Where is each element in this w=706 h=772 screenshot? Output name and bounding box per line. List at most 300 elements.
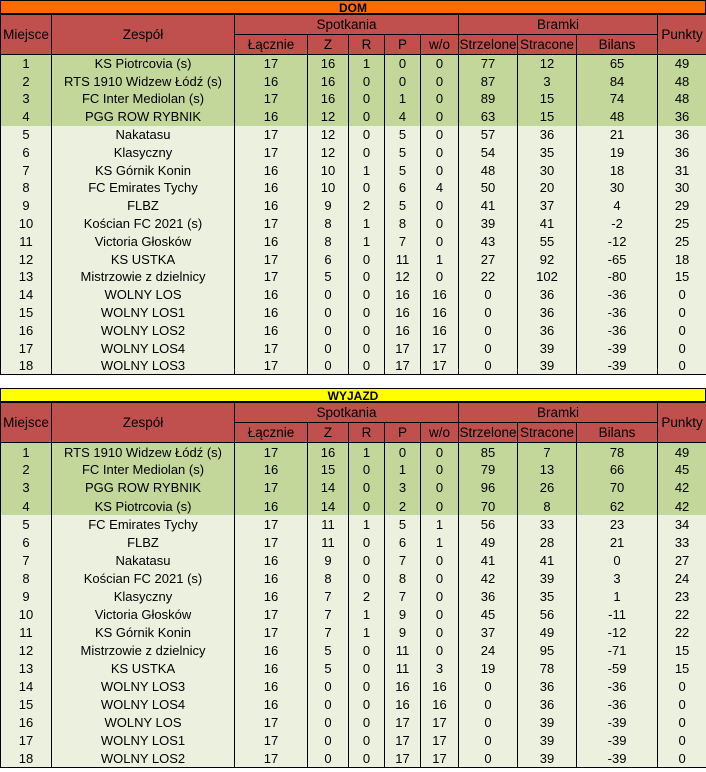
cell-points: 15 bbox=[658, 268, 706, 286]
cell-draws: 0 bbox=[349, 750, 385, 768]
cell-goal-balance: -2 bbox=[577, 215, 658, 233]
cell-goal-balance: -39 bbox=[577, 732, 658, 750]
table-body-wyjazd bbox=[1, 443, 706, 768]
cell-points: 0 bbox=[658, 714, 706, 732]
cell-goal-balance: -71 bbox=[577, 641, 658, 659]
cell-walkover: 1 bbox=[421, 250, 459, 268]
cell-goals-for: 42 bbox=[459, 569, 518, 587]
cell-total: 16 bbox=[235, 72, 308, 90]
cell-total: 16 bbox=[235, 497, 308, 515]
col-header-goals-for: Strzelone bbox=[459, 35, 518, 55]
cell-losses: 17 bbox=[385, 339, 421, 357]
cell-losses: 1 bbox=[385, 90, 421, 108]
cell-goal-balance: -36 bbox=[577, 321, 658, 339]
standings-table-wyjazd bbox=[0, 402, 706, 768]
table-row bbox=[1, 605, 706, 623]
cell-walkover: 0 bbox=[421, 55, 459, 73]
cell-wins: 0 bbox=[308, 677, 349, 695]
cell-place: 5 bbox=[1, 515, 52, 533]
cell-goals-for: 70 bbox=[459, 497, 518, 515]
cell-goal-balance: -36 bbox=[577, 304, 658, 322]
cell-place: 4 bbox=[1, 108, 52, 126]
table-row bbox=[1, 55, 706, 73]
cell-goals-against: 95 bbox=[518, 641, 577, 659]
cell-wins: 0 bbox=[308, 714, 349, 732]
cell-goals-for: 24 bbox=[459, 641, 518, 659]
cell-place: 13 bbox=[1, 268, 52, 286]
cell-total: 17 bbox=[235, 268, 308, 286]
cell-wins: 9 bbox=[308, 551, 349, 569]
cell-team: WOLNY LOS1 bbox=[52, 732, 235, 750]
cell-total: 16 bbox=[235, 659, 308, 677]
cell-losses: 16 bbox=[385, 304, 421, 322]
cell-points: 0 bbox=[658, 304, 706, 322]
cell-goals-against: 35 bbox=[518, 587, 577, 605]
table-row bbox=[1, 533, 706, 551]
cell-walkover: 0 bbox=[421, 90, 459, 108]
cell-draws: 0 bbox=[349, 286, 385, 304]
cell-draws: 1 bbox=[349, 161, 385, 179]
cell-goals-against: 39 bbox=[518, 569, 577, 587]
cell-draws: 0 bbox=[349, 357, 385, 375]
cell-total: 16 bbox=[235, 232, 308, 250]
cell-goals-against: 36 bbox=[518, 286, 577, 304]
cell-place: 9 bbox=[1, 197, 52, 215]
cell-walkover: 16 bbox=[421, 286, 459, 304]
cell-goals-for: 89 bbox=[459, 90, 518, 108]
cell-goals-against: 28 bbox=[518, 533, 577, 551]
cell-walkover: 17 bbox=[421, 339, 459, 357]
cell-losses: 16 bbox=[385, 677, 421, 695]
cell-points: 27 bbox=[658, 551, 706, 569]
cell-draws: 0 bbox=[349, 479, 385, 497]
cell-wins: 14 bbox=[308, 479, 349, 497]
cell-goal-balance: -65 bbox=[577, 250, 658, 268]
cell-walkover: 0 bbox=[421, 479, 459, 497]
table-body-dom bbox=[1, 55, 706, 375]
cell-wins: 0 bbox=[308, 286, 349, 304]
cell-team: WOLNY LOS4 bbox=[52, 339, 235, 357]
cell-goal-balance: 4 bbox=[577, 197, 658, 215]
cell-wins: 9 bbox=[308, 197, 349, 215]
cell-place: 14 bbox=[1, 286, 52, 304]
cell-losses: 16 bbox=[385, 286, 421, 304]
cell-team: Kościan FC 2021 (s) bbox=[52, 215, 235, 233]
table-row bbox=[1, 321, 706, 339]
cell-draws: 1 bbox=[349, 215, 385, 233]
cell-total: 17 bbox=[235, 126, 308, 144]
cell-total: 17 bbox=[235, 479, 308, 497]
col-header-points: Punkty bbox=[658, 403, 706, 443]
cell-points: 42 bbox=[658, 479, 706, 497]
cell-draws: 2 bbox=[349, 197, 385, 215]
cell-goal-balance: -39 bbox=[577, 339, 658, 357]
cell-team: Victoria Głosków bbox=[52, 605, 235, 623]
cell-team: WOLNY LOS bbox=[52, 714, 235, 732]
cell-walkover: 0 bbox=[421, 461, 459, 479]
cell-wins: 16 bbox=[308, 55, 349, 73]
cell-goals-against: 26 bbox=[518, 479, 577, 497]
table-row bbox=[1, 479, 706, 497]
cell-walkover: 3 bbox=[421, 659, 459, 677]
cell-losses: 17 bbox=[385, 714, 421, 732]
cell-goals-against: 30 bbox=[518, 161, 577, 179]
cell-wins: 11 bbox=[308, 515, 349, 533]
table-row bbox=[1, 641, 706, 659]
table-row bbox=[1, 108, 706, 126]
cell-draws: 0 bbox=[349, 641, 385, 659]
cell-wins: 5 bbox=[308, 268, 349, 286]
cell-draws: 0 bbox=[349, 108, 385, 126]
cell-goal-balance: -39 bbox=[577, 750, 658, 768]
wyjazd-table-title: WYJAZD bbox=[0, 388, 706, 402]
cell-goals-against: 55 bbox=[518, 232, 577, 250]
cell-draws: 0 bbox=[349, 179, 385, 197]
cell-losses: 11 bbox=[385, 641, 421, 659]
cell-walkover: 0 bbox=[421, 605, 459, 623]
cell-walkover: 0 bbox=[421, 232, 459, 250]
cell-goals-against: 3 bbox=[518, 72, 577, 90]
cell-wins: 8 bbox=[308, 569, 349, 587]
cell-draws: 0 bbox=[349, 321, 385, 339]
table-row bbox=[1, 696, 706, 714]
cell-points: 0 bbox=[658, 696, 706, 714]
cell-goal-balance: 3 bbox=[577, 569, 658, 587]
cell-goal-balance: 21 bbox=[577, 533, 658, 551]
cell-wins: 10 bbox=[308, 179, 349, 197]
cell-team: FLBZ bbox=[52, 197, 235, 215]
cell-goal-balance: 78 bbox=[577, 443, 658, 461]
cell-total: 16 bbox=[235, 286, 308, 304]
cell-losses: 11 bbox=[385, 250, 421, 268]
cell-goals-for: 77 bbox=[459, 55, 518, 73]
cell-wins: 16 bbox=[308, 72, 349, 90]
cell-points: 49 bbox=[658, 443, 706, 461]
cell-draws: 0 bbox=[349, 551, 385, 569]
cell-losses: 9 bbox=[385, 605, 421, 623]
table-row bbox=[1, 659, 706, 677]
cell-goals-against: 8 bbox=[518, 497, 577, 515]
table-row bbox=[1, 551, 706, 569]
cell-total: 16 bbox=[235, 108, 308, 126]
cell-wins: 12 bbox=[308, 108, 349, 126]
table-row bbox=[1, 90, 706, 108]
col-header-points: Punkty bbox=[658, 15, 706, 55]
cell-losses: 5 bbox=[385, 161, 421, 179]
table-row bbox=[1, 126, 706, 144]
cell-goal-balance: 74 bbox=[577, 90, 658, 108]
table-row bbox=[1, 587, 706, 605]
col-header-wins: Z bbox=[308, 423, 349, 443]
cell-wins: 0 bbox=[308, 732, 349, 750]
cell-points: 49 bbox=[658, 55, 706, 73]
table-row bbox=[1, 143, 706, 161]
cell-goals-against: 39 bbox=[518, 714, 577, 732]
cell-goals-for: 54 bbox=[459, 143, 518, 161]
cell-losses: 5 bbox=[385, 515, 421, 533]
cell-goals-against: 12 bbox=[518, 55, 577, 73]
cell-walkover: 0 bbox=[421, 641, 459, 659]
cell-points: 0 bbox=[658, 339, 706, 357]
cell-points: 0 bbox=[658, 286, 706, 304]
cell-goals-for: 0 bbox=[459, 696, 518, 714]
col-header-draws: R bbox=[349, 35, 385, 55]
cell-wins: 16 bbox=[308, 90, 349, 108]
cell-total: 17 bbox=[235, 90, 308, 108]
table-row bbox=[1, 497, 706, 515]
cell-losses: 12 bbox=[385, 268, 421, 286]
cell-place: 18 bbox=[1, 357, 52, 375]
cell-total: 16 bbox=[235, 551, 308, 569]
cell-goals-for: 87 bbox=[459, 72, 518, 90]
cell-losses: 7 bbox=[385, 551, 421, 569]
cell-draws: 0 bbox=[349, 714, 385, 732]
cell-points: 0 bbox=[658, 732, 706, 750]
cell-place: 3 bbox=[1, 479, 52, 497]
cell-draws: 1 bbox=[349, 605, 385, 623]
cell-goals-against: 7 bbox=[518, 443, 577, 461]
cell-goals-for: 96 bbox=[459, 479, 518, 497]
cell-goals-against: 36 bbox=[518, 304, 577, 322]
cell-team: RTS 1910 Widzew Łódź (s) bbox=[52, 443, 235, 461]
cell-losses: 16 bbox=[385, 321, 421, 339]
cell-goals-for: 56 bbox=[459, 515, 518, 533]
cell-goal-balance: 1 bbox=[577, 587, 658, 605]
cell-wins: 14 bbox=[308, 497, 349, 515]
cell-points: 24 bbox=[658, 569, 706, 587]
cell-goals-against: 15 bbox=[518, 90, 577, 108]
cell-goals-for: 49 bbox=[459, 533, 518, 551]
cell-draws: 1 bbox=[349, 623, 385, 641]
cell-goal-balance: -36 bbox=[577, 286, 658, 304]
cell-goal-balance: -11 bbox=[577, 605, 658, 623]
col-header-goals-against: Stracone bbox=[518, 35, 577, 55]
cell-team: WOLNY LOS4 bbox=[52, 696, 235, 714]
cell-total: 17 bbox=[235, 623, 308, 641]
cell-points: 36 bbox=[658, 108, 706, 126]
tables-gap bbox=[0, 375, 706, 388]
cell-total: 17 bbox=[235, 250, 308, 268]
cell-goals-against: 39 bbox=[518, 732, 577, 750]
cell-place: 4 bbox=[1, 497, 52, 515]
cell-wins: 0 bbox=[308, 304, 349, 322]
cell-walkover: 0 bbox=[421, 551, 459, 569]
cell-points: 36 bbox=[658, 126, 706, 144]
cell-walkover: 0 bbox=[421, 108, 459, 126]
cell-walkover: 0 bbox=[421, 497, 459, 515]
cell-team: Mistrzowie z dzielnicy bbox=[52, 268, 235, 286]
cell-goal-balance: 48 bbox=[577, 108, 658, 126]
cell-points: 48 bbox=[658, 72, 706, 90]
cell-points: 0 bbox=[658, 750, 706, 768]
cell-goals-for: 0 bbox=[459, 321, 518, 339]
cell-points: 22 bbox=[658, 623, 706, 641]
cell-losses: 1 bbox=[385, 461, 421, 479]
cell-losses: 17 bbox=[385, 732, 421, 750]
cell-place: 16 bbox=[1, 714, 52, 732]
cell-walkover: 0 bbox=[421, 215, 459, 233]
cell-total: 17 bbox=[235, 443, 308, 461]
cell-wins: 0 bbox=[308, 696, 349, 714]
cell-walkover: 0 bbox=[421, 623, 459, 641]
cell-place: 12 bbox=[1, 641, 52, 659]
cell-total: 17 bbox=[235, 714, 308, 732]
cell-points: 0 bbox=[658, 321, 706, 339]
cell-wins: 11 bbox=[308, 533, 349, 551]
cell-points: 25 bbox=[658, 215, 706, 233]
col-header-losses: P bbox=[385, 423, 421, 443]
cell-goals-against: 39 bbox=[518, 750, 577, 768]
cell-draws: 0 bbox=[349, 533, 385, 551]
cell-team: WOLNY LOS1 bbox=[52, 304, 235, 322]
cell-goals-against: 102 bbox=[518, 268, 577, 286]
cell-wins: 8 bbox=[308, 215, 349, 233]
cell-place: 8 bbox=[1, 179, 52, 197]
table-row bbox=[1, 677, 706, 695]
standings-table-dom bbox=[0, 14, 706, 375]
cell-place: 10 bbox=[1, 605, 52, 623]
col-header-walkover: w/o bbox=[421, 423, 459, 443]
cell-team: FC Emirates Tychy bbox=[52, 515, 235, 533]
cell-place: 3 bbox=[1, 90, 52, 108]
cell-total: 17 bbox=[235, 143, 308, 161]
cell-wins: 7 bbox=[308, 605, 349, 623]
col-group-goals: Bramki bbox=[459, 403, 658, 423]
cell-place: 15 bbox=[1, 696, 52, 714]
cell-goals-for: 37 bbox=[459, 623, 518, 641]
cell-goal-balance: -36 bbox=[577, 696, 658, 714]
table-row bbox=[1, 443, 706, 461]
table-row bbox=[1, 515, 706, 533]
cell-points: 23 bbox=[658, 587, 706, 605]
cell-losses: 17 bbox=[385, 750, 421, 768]
cell-team: FC Emirates Tychy bbox=[52, 179, 235, 197]
cell-losses: 4 bbox=[385, 108, 421, 126]
cell-team: Klasyczny bbox=[52, 143, 235, 161]
cell-points: 18 bbox=[658, 250, 706, 268]
cell-draws: 1 bbox=[349, 515, 385, 533]
cell-team: Klasyczny bbox=[52, 587, 235, 605]
cell-goal-balance: 65 bbox=[577, 55, 658, 73]
cell-goals-for: 85 bbox=[459, 443, 518, 461]
cell-total: 16 bbox=[235, 197, 308, 215]
cell-goals-against: 15 bbox=[518, 108, 577, 126]
cell-draws: 0 bbox=[349, 677, 385, 695]
cell-team: KS Piotrcovia (s) bbox=[52, 497, 235, 515]
cell-total: 16 bbox=[235, 587, 308, 605]
cell-team: PGG ROW RYBNIK bbox=[52, 108, 235, 126]
cell-goals-for: 19 bbox=[459, 659, 518, 677]
cell-place: 1 bbox=[1, 55, 52, 73]
cell-goals-for: 79 bbox=[459, 461, 518, 479]
cell-goal-balance: 0 bbox=[577, 551, 658, 569]
cell-losses: 5 bbox=[385, 197, 421, 215]
cell-goals-for: 27 bbox=[459, 250, 518, 268]
table-row bbox=[1, 750, 706, 768]
cell-total: 17 bbox=[235, 339, 308, 357]
cell-walkover: 0 bbox=[421, 72, 459, 90]
cell-losses: 5 bbox=[385, 126, 421, 144]
cell-losses: 8 bbox=[385, 215, 421, 233]
cell-place: 14 bbox=[1, 677, 52, 695]
cell-total: 17 bbox=[235, 533, 308, 551]
cell-place: 5 bbox=[1, 126, 52, 144]
cell-goals-against: 37 bbox=[518, 197, 577, 215]
table-header bbox=[1, 403, 706, 443]
cell-goal-balance: -39 bbox=[577, 714, 658, 732]
col-header-walkover: w/o bbox=[421, 35, 459, 55]
cell-total: 17 bbox=[235, 605, 308, 623]
standings-table-wyjazd-section bbox=[0, 388, 706, 768]
col-header-losses: P bbox=[385, 35, 421, 55]
cell-points: 42 bbox=[658, 497, 706, 515]
cell-place: 9 bbox=[1, 587, 52, 605]
cell-goals-for: 43 bbox=[459, 232, 518, 250]
cell-place: 10 bbox=[1, 215, 52, 233]
col-header-total: Łącznie bbox=[235, 423, 308, 443]
cell-points: 30 bbox=[658, 179, 706, 197]
cell-team: KS Piotrcovia (s) bbox=[52, 55, 235, 73]
cell-points: 25 bbox=[658, 232, 706, 250]
cell-place: 1 bbox=[1, 443, 52, 461]
cell-wins: 0 bbox=[308, 321, 349, 339]
cell-walkover: 0 bbox=[421, 197, 459, 215]
cell-draws: 2 bbox=[349, 587, 385, 605]
cell-goal-balance: 19 bbox=[577, 143, 658, 161]
cell-losses: 0 bbox=[385, 55, 421, 73]
table-row bbox=[1, 161, 706, 179]
cell-walkover: 0 bbox=[421, 569, 459, 587]
cell-team: KS Górnik Konin bbox=[52, 161, 235, 179]
cell-goals-for: 63 bbox=[459, 108, 518, 126]
cell-goals-for: 48 bbox=[459, 161, 518, 179]
cell-total: 16 bbox=[235, 161, 308, 179]
cell-goals-against: 36 bbox=[518, 677, 577, 695]
cell-losses: 0 bbox=[385, 443, 421, 461]
cell-goals-for: 22 bbox=[459, 268, 518, 286]
cell-walkover: 0 bbox=[421, 587, 459, 605]
cell-goals-against: 33 bbox=[518, 515, 577, 533]
cell-wins: 12 bbox=[308, 126, 349, 144]
cell-goals-against: 56 bbox=[518, 605, 577, 623]
cell-points: 22 bbox=[658, 605, 706, 623]
table-row bbox=[1, 357, 706, 375]
table-row bbox=[1, 197, 706, 215]
table-row bbox=[1, 215, 706, 233]
cell-team: PGG ROW RYBNIK bbox=[52, 479, 235, 497]
cell-draws: 0 bbox=[349, 143, 385, 161]
cell-team: WOLNY LOS3 bbox=[52, 357, 235, 375]
col-header-place: Miejsce bbox=[1, 403, 52, 443]
cell-place: 2 bbox=[1, 72, 52, 90]
cell-place: 6 bbox=[1, 533, 52, 551]
cell-goal-balance: 84 bbox=[577, 72, 658, 90]
cell-walkover: 17 bbox=[421, 750, 459, 768]
cell-wins: 16 bbox=[308, 443, 349, 461]
cell-points: 0 bbox=[658, 357, 706, 375]
cell-draws: 0 bbox=[349, 339, 385, 357]
cell-draws: 1 bbox=[349, 232, 385, 250]
standings-table-dom-section bbox=[0, 0, 706, 375]
cell-goal-balance: 66 bbox=[577, 461, 658, 479]
table-row bbox=[1, 72, 706, 90]
cell-goals-against: 36 bbox=[518, 696, 577, 714]
cell-goal-balance: 21 bbox=[577, 126, 658, 144]
cell-team: FC Inter Mediolan (s) bbox=[52, 90, 235, 108]
col-header-goal-balance: Bilans bbox=[577, 35, 658, 55]
cell-goals-for: 50 bbox=[459, 179, 518, 197]
col-header-total: Łącznie bbox=[235, 35, 308, 55]
